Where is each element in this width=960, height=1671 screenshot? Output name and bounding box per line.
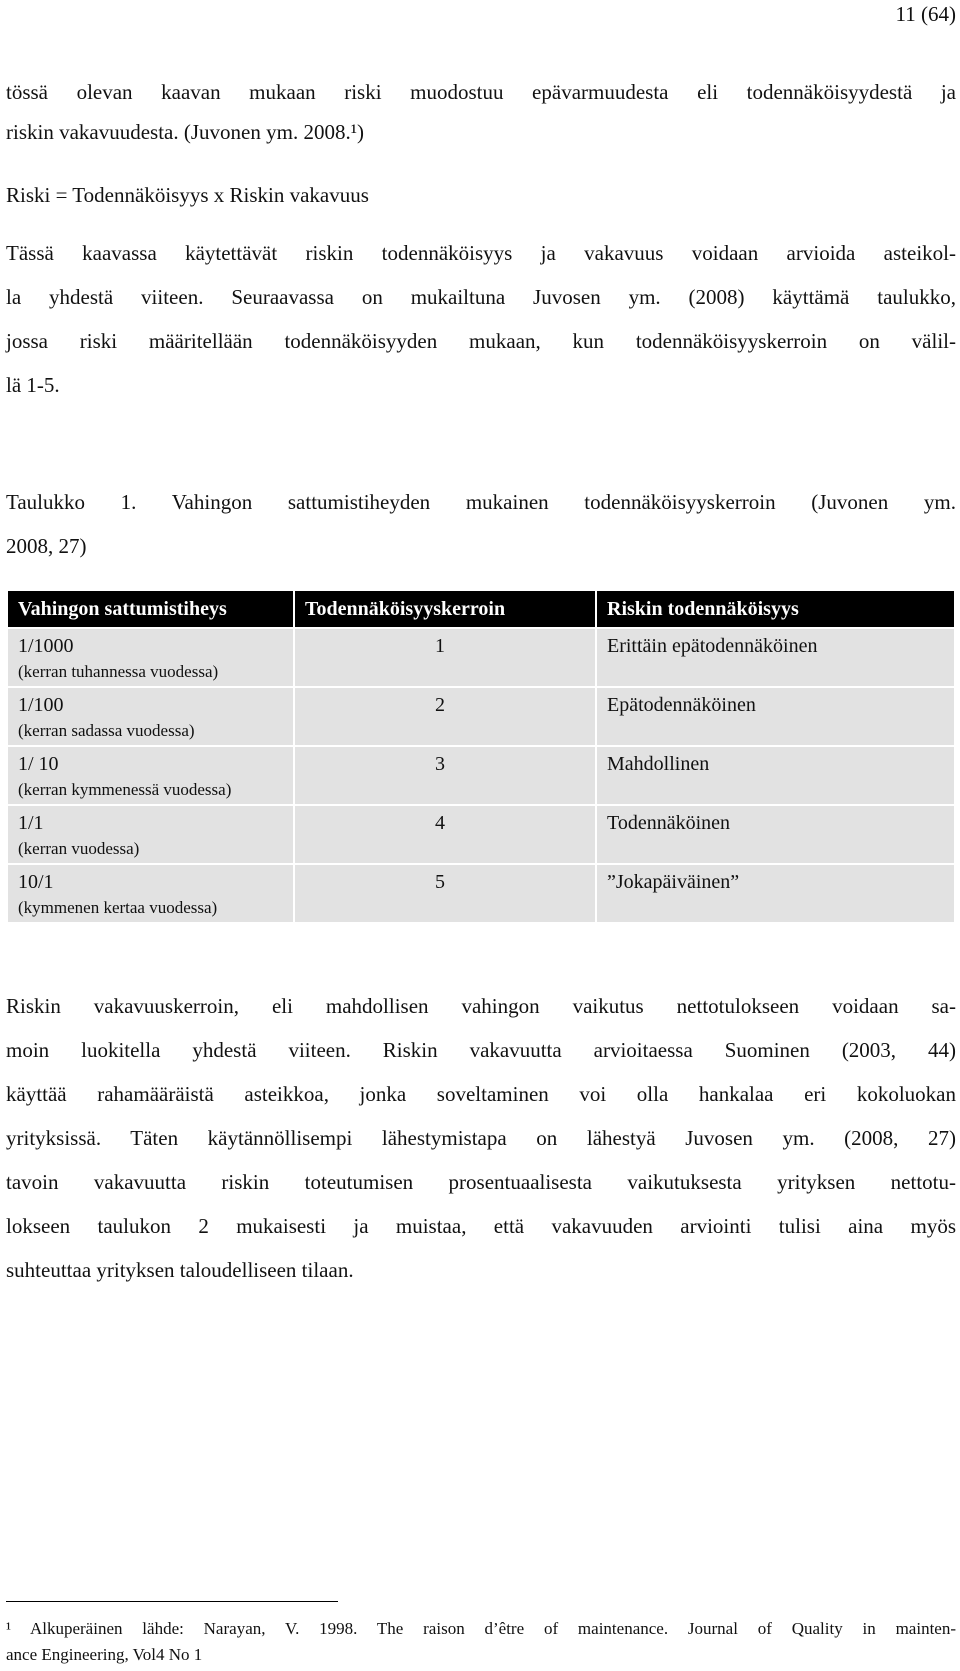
scale-paragraph bbox=[6, 231, 956, 407]
severity-line-1: Riskin vakavuuskerroin, eli mahdollisen vahingon vaikutus nettotulokseen voidaan sa- bbox=[6, 994, 956, 1018]
frequency-cell bbox=[8, 806, 293, 863]
caption-line-2: 2008, 27) bbox=[6, 534, 87, 558]
table-row bbox=[8, 629, 954, 686]
header-frequency: Vahingon sattumistiheys bbox=[8, 591, 293, 627]
table-caption bbox=[6, 480, 956, 568]
probability-table bbox=[6, 589, 956, 924]
frequency-cell bbox=[8, 865, 293, 922]
caption-line-1: Taulukko 1. Vahingon sattumistiheyden mukainen todennäköisyyskerroin (Juvonen ym. bbox=[6, 490, 956, 514]
coefficient-cell: 2 bbox=[295, 688, 595, 745]
frequency-value: 1/ 10 bbox=[18, 753, 59, 775]
frequency-description: (kerran vuodessa) bbox=[18, 839, 140, 858]
frequency-value: 1/1 bbox=[18, 812, 44, 834]
coefficient-cell: 5 bbox=[295, 865, 595, 922]
footnote-line-2: ance Engineering, Vol4 No 1 bbox=[6, 1645, 203, 1664]
frequency-cell bbox=[8, 688, 293, 745]
scale-line-3: jossa riski määritellään todennäköisyyden mukaan, kun todennäköisyyskerroin on välil- bbox=[6, 329, 956, 353]
coefficient-cell: 4 bbox=[295, 806, 595, 863]
probability-cell: Todennäköinen bbox=[597, 806, 954, 863]
intro-line-2: riskin vakavuudesta. (Juvonen ym. 2008.¹) bbox=[6, 120, 364, 144]
risk-formula: Riski = Todennäköisyys x Riskin vakavuus bbox=[6, 183, 369, 207]
table-header-row bbox=[8, 591, 954, 627]
footnote bbox=[6, 1616, 956, 1668]
frequency-value: 1/100 bbox=[18, 694, 64, 716]
scale-line-2: la yhdestä viiteen. Seuraavassa on mukailtuna Juvosen ym. (2008) käyttämä taulukko, bbox=[6, 285, 956, 309]
scale-line-1: Tässä kaavassa käytettävät riskin todennäköisyys ja vakavuus voidaan arvioida asteikol- bbox=[6, 241, 956, 265]
coefficient-cell: 3 bbox=[295, 747, 595, 804]
frequency-description: (kerran sadassa vuodessa) bbox=[18, 721, 195, 740]
severity-paragraph bbox=[6, 984, 956, 1292]
frequency-description: (kerran kymmenessä vuodessa) bbox=[18, 780, 232, 799]
header-probability: Riskin todennäköisyys bbox=[597, 591, 954, 627]
header-coefficient: Todennäköisyyskerroin bbox=[295, 591, 595, 627]
frequency-cell bbox=[8, 747, 293, 804]
page-number: 11 (64) bbox=[895, 2, 956, 26]
probability-cell: ”Jokapäiväinen” bbox=[597, 865, 954, 922]
severity-line-4: yrityksissä. Täten käytännöllisempi lähestymistapa on lähestyä Juvosen ym. (2008, 27) bbox=[6, 1126, 956, 1150]
scale-line-4: lä 1-5. bbox=[6, 373, 60, 397]
probability-cell: Epätodennäköinen bbox=[597, 688, 954, 745]
footnote-divider bbox=[6, 1601, 338, 1602]
frequency-description: (kerran tuhannessa vuodessa) bbox=[18, 662, 219, 681]
table-row bbox=[8, 865, 954, 922]
intro-paragraph bbox=[6, 72, 956, 152]
table-row bbox=[8, 688, 954, 745]
table-row bbox=[8, 806, 954, 863]
table-row bbox=[8, 747, 954, 804]
severity-line-6: lokseen taulukon 2 mukaisesti ja muistaa, että vakavuuden arviointi tulisi aina myös bbox=[6, 1214, 956, 1238]
severity-line-7: suhteuttaa yrityksen taloudelliseen tilaan. bbox=[6, 1258, 354, 1282]
frequency-value: 1/1000 bbox=[18, 635, 74, 657]
frequency-description: (kymmenen kertaa vuodessa) bbox=[18, 898, 218, 917]
footnote-line-1: ¹ Alkuperäinen lähde: Narayan, V. 1998. The raison d’être of maintenance. Journal of Quality in mainten- bbox=[6, 1619, 956, 1638]
probability-cell: Mahdollinen bbox=[597, 747, 954, 804]
coefficient-cell: 1 bbox=[295, 629, 595, 686]
frequency-value: 10/1 bbox=[18, 871, 54, 893]
severity-line-2: moin luokitella yhdestä viiteen. Riskin vakavuutta arvioitaessa Suominen (2003, 44) bbox=[6, 1038, 956, 1062]
intro-line-1: tössä olevan kaavan mukaan riski muodostuu epävarmuudesta eli todennäköisyydestä ja bbox=[6, 80, 956, 104]
probability-cell: Erittäin epätodennäköinen bbox=[597, 629, 954, 686]
severity-line-5: tavoin vakavuutta riskin toteutumisen prosentuaalisesta vaikutuksesta yrityksen nettotu- bbox=[6, 1170, 956, 1194]
severity-line-3: käyttää rahamääräistä asteikkoa, jonka soveltaminen voi olla hankalaa eri kokoluokan bbox=[6, 1082, 956, 1106]
frequency-cell bbox=[8, 629, 293, 686]
